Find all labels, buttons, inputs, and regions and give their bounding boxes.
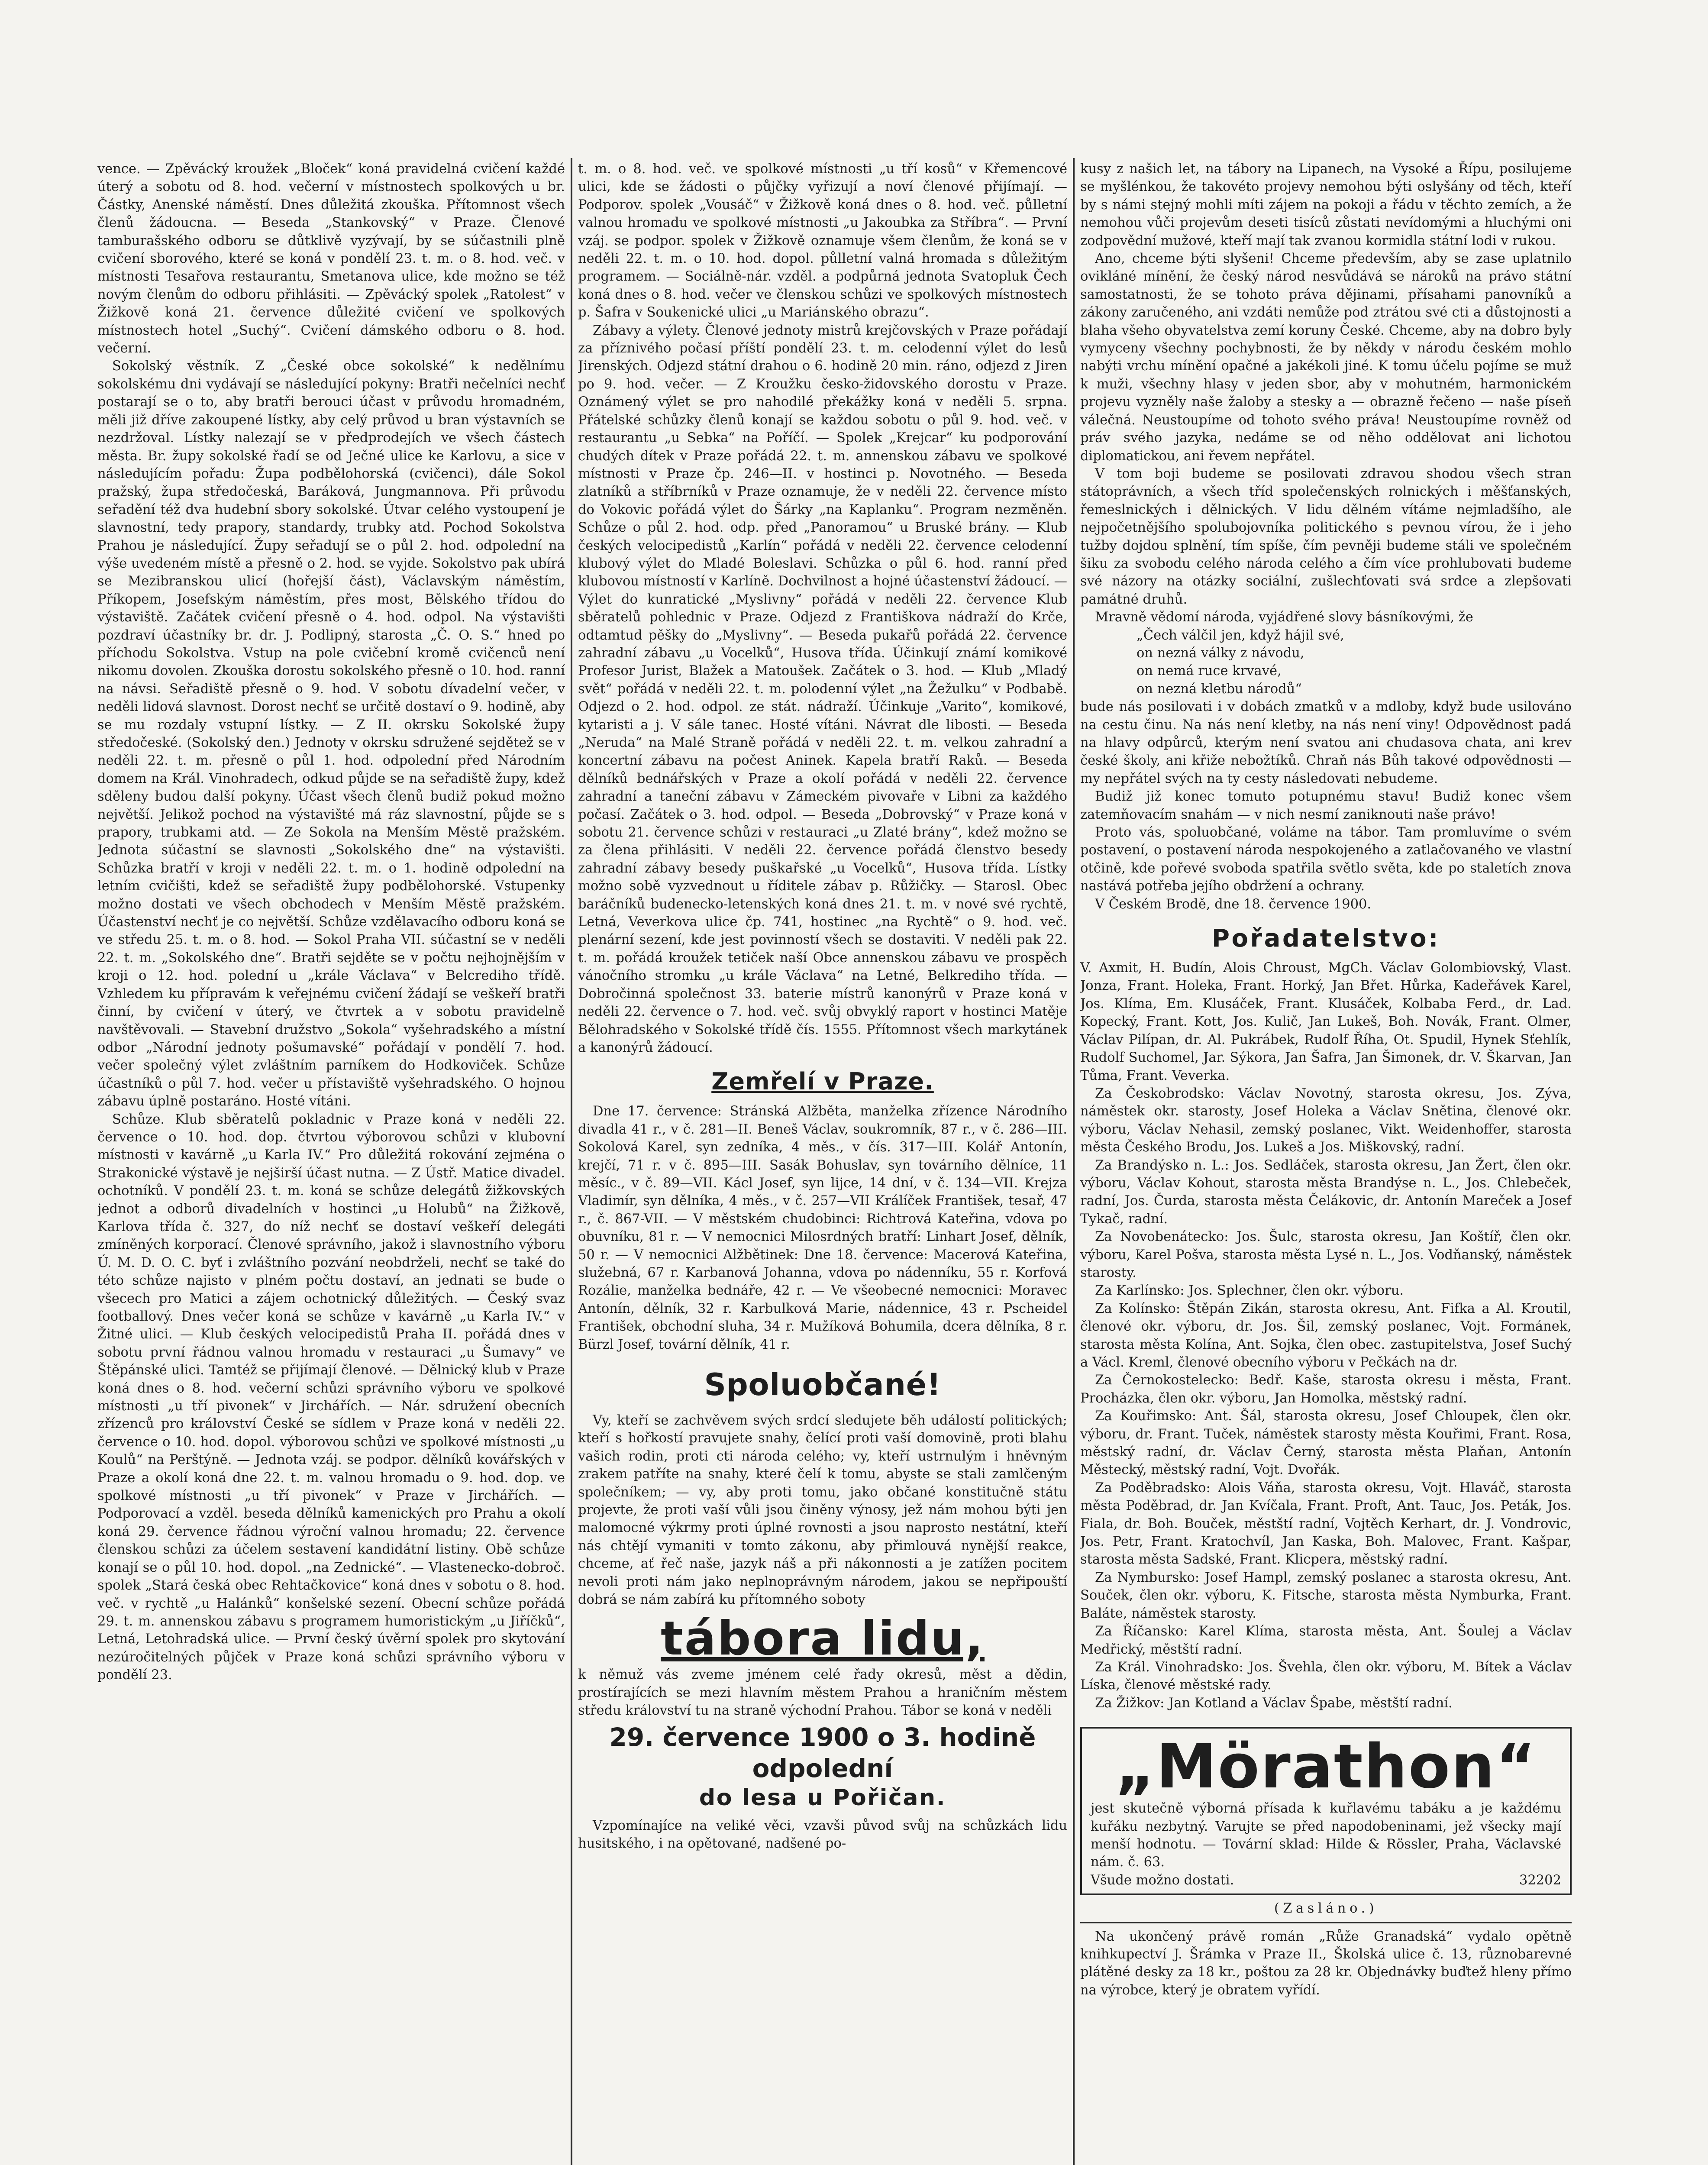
appeal-paragraph: Budiž již konec tomuto potupnému stavu! Budiž konec všem zatemňovacím snahám — v nich nesmí zaniknouti naše právo! (1080, 789, 1572, 822)
poem-line: on nemá ruce krvavé, (1137, 663, 1282, 679)
divider (1080, 1922, 1572, 1923)
organizers-list: Za Brandýsko n. L.: Jos. Sedláček, starosta okresu, Jan Žert, člen okr. výboru, Václav Kohout, starosta města Brandýse n. L., Jos. Chlebeček, radní, Jos. Čurda, starosta města Čelákovic, dr. Antonín Mareček a Josef Tykač, radní. (1080, 1157, 1572, 1227)
organizers-list: Za Kouřimsko: Ant. Šál, starosta okresu, Josef Chloupek, člen okr. výboru, dr. Frant. Tuček, náměstek starosty města Kouřimi, Frant. Rosa, městský radní, dr. Václav Černý, starosta města Plaňan, Antonín Městecký, městský radní, Vojt. Dvořák. (1080, 1409, 1572, 1478)
advertisement (1080, 1727, 1572, 1895)
poem-line: on nezná války z návodu, (1137, 645, 1304, 661)
organizers-list: Za Kolínsko: Štěpán Zikán, starosta okresu, Ant. Fifka a Al. Kroutil, členové okr. výboru, dr. Jos. Šil, zemský poslanec, Vojt. Formánek, starosta města Kolína, Ant. Sojka, člen obec. zastupitelstva, Josef Suchý a Václ. Kreml, členové obecního výboru v Pečkách na dr. (1080, 1301, 1572, 1370)
organizers-list: Za Žižkov: Jan Kotland a Václav Špabe, městští radní. (1095, 1695, 1453, 1711)
article-paragraph: Schůze. Klub sběratelů pokladnic v Praze koná v neděli 22. července o 10. hod. dop. čtvrtou výborovou schůzi v klubovní místnosti v kavárně „u Karla IV.“ Pro důležitá rokování zejména o Strakonické výstavě je nejširší účast nutna. — Z Ústř. Matice divadel. ochotníků. V pondělí 23. t. m. koná se schůze delegátů žižkovských jednot a odborů divadelních v hostinci „u Holubů“ na Žižkově, Karlova třída č. 327, do níž nechť se dostaví veškeří delegáti zmíněných korporací. Členové správního, jakož i slavnostního výboru Ú. M. D. O. C. byť i zvláštního pozvání neobdrželi, nechť se také do této schůze najisto v plném počtu dostaví, an jednati se bude o všecech pro Matici a zájem ochotnický důležitých. — Český svaz footballový. Dnes večer koná se schůze v kavárně „u Karla IV.“ v Žitné ulici. — Klub českých velocipedistů Praha II. pořádá dnes v sobotu první řádnou valnou hromadu v restauraci „u Šumavy“ ve Štěpánské ulici. Tamtéž se přijímají členové. — Dělnický klub v Praze koná dnes o 8. hod. večerní schůzi správního výboru ve spolkové místnosti „u tří pivonek“ v Jirchářích. — Nár. sdružení obecních zřízenců pro království České se sídlem v Praze koná v neděli 22. července o 10. hod. dopol. výborovou schůzi ve spolkové místnosti „u Koulů“ na Perštýně. — Jednota vzáj. se podpor. dělníků kovářských v Praze a okolí koná dne 22. t. m. valnou hromadu o 9. hod. dop. ve spolkové místnosti „u tří pivonek“ v Praze v Jirchářích. — Podporovací a vzděl. beseda dělníků kamenických pro Prahu a okolí koná 29. července řádnou výroční valnou hromadu; 22. července členskou schůzi za účelem sestavení kandidátní listiny. Obě schůze konají se o půl 10. hod. dopol. „na Zednické“. — Vlastenecko-dobroč. spolek „Stará česká obec Rehtačkovice“ koná dnes v sobotu o 8. hod. več. v rychtě „u Halánků“ konšelské sezení. Obecní schůze pořádá 29. t. m. annenskou zábavu s programem humoristickým „u Jiříčků“, Letná, Letohradská ulice. — První český úvěrní spolek pro skytování nezúročitelných půjček v Praze koná schůzi správního výboru v pondělí 23. (97, 1112, 565, 1683)
ad-title: „Mörathon“ (1115, 1732, 1537, 1803)
organizers-list: Za Karlínsko: Jos. Splechner, člen okr. výboru. (1095, 1283, 1404, 1299)
column-2 (578, 160, 1067, 2165)
organizers-list: Za Poděbradsko: Alois Váňa, starosta okresu, Vojt. Hlaváč, starosta města Poděbrad, dr. Jan Kvíčala, Frant. Proft, Ant. Tauc, Jos. Peták, Jos. Fiala, dr. Boh. Bouček, městští radní, Vojtěch Kerhart, dr. J. Vondrovic, Jos. Petr, Frant. Kratochvíl, Jan Kaska, Boh. Malovec, Frant. Kašpar, starosta města Sadské, Frant. Klicpera, městský radní. (1080, 1480, 1572, 1567)
signature-date: V Českém Brodě, dne 18. července 1900. (1095, 896, 1372, 912)
appeal-paragraph: Vy, kteří se zachvěvem svých srdcí sledujete běh událostí politických; kteří s hořkostí pravujete snahy, čelící proti vaší domovině, proti blahu vašich rodin, proti cti národa celého; vy, kteří ustrnulým i hněvným zrakem patříte na snahy, které čelí k tomu, abyste se stali zamlčeným společníkem; — vy, aby proti tomu, jako občané konstitučně státu projevte, že proti vaší vůli jsou činěny výnosy, jež nám mohou býti jen malomocné výkrmy proti úplné rovnosti a jsou naprosto nestátní, kteří nás chtějí vymaniti v tomto zákonu, aby přimlouvá nynější reakce, chceme, ať řeč naše, jazyk náš a při nákonnosti a je zatížen pocitem nevoli proti nám jako neplnoprávným národem, jakou se nepřipouští dobrá se nám zabírá ku přítomného soboty (578, 1413, 1067, 1608)
appeal-paragraph: Mravně vědomí národa, vyjádřené slovy básníkovými, že (1095, 610, 1473, 625)
organizers-list: Za Král. Vinohradsko: Jos. Švehla, člen okr. výboru, M. Bítek a Václav Líska, členové městské rady. (1080, 1659, 1572, 1693)
appeal-paragraph: Vzpomínajíce na veliké věci, vzavši původ svůj na schůzkách lidu husitského, i na opětované, nadšené po- (578, 1818, 1067, 1852)
column-1 (97, 160, 565, 2165)
deaths-list: Dne 17. července: Stránská Alžběta, manželka zřízence Národního divadla 41 r., v č. 281—II. Beneš Václav, soukromník, 87 r., v č. 286—III. Sokolová Karel, syn zedníka, 4 měs., v čís. 317—III. Kolář Antonín, krejčí, 71 r. v č. 895—III. Sasák Bohuslav, syn továrního dělníce, 11 měsíc., v č. 89—VII. Kácl Josef, syn lijce, 14 dní, v č. 134—VII. Krejza Vladimír, syn dělníka, 4 měs., v č. 257—VII Králíček František, tesař, 47 r., č. 867-VII. — V městském chudobinci: Richtrová Kateřina, vdova po obuvníku, 81 r. — V nemocnici Milosrdných bratří: Linhart Josef, dělník, 50 r. — V nemocnici Alžbětinek: Dne 18. července: Macerová Kateřina, služebná, 67 r. Karbanová Johanna, vdova po nádenníku, 55 r. Korfová Rozálie, manželka bednáře, 42 r. — Ve všeobecné nemocnici: Moravec Antonín, dělník, 32 r. Karbulková Marie, nádennice, 43 r. Pscheidel František, obchodní sluha, 34 r. Mužíková Bohumila, dcera dělníka, 8 r. Bürzl Josef, tovární dělník, 41 r. (578, 1104, 1067, 1352)
article-paragraph: Sokolský věstník. Z „České obce sokolské“ k nedělnímu sokolskému dni vydávají se následující pokyny: Bratři nečelníci nechť postarají se o to, aby bratři berouci účast v průvodu hromadném, měli již dříve zakoupené lístky, aby celý průvod u bran výstavních se nezdržoval. Lístky nalezají se v předprodejích ve všech částech města. Br. župy sokolské řadí se od Ječné ulice ke Karlovu, a sice v následujícím pořadu: Župa podbělohorská (cvičenci), dále Sokol pražský, župa středočeská, Baráková, Jungmannova. Při průvodu seřadění též dva hudební sbory sokolské. Útvar celého vystoupení je slavnostní, tedy prapory, standardy, trubky atd. Pochod Sokolstva Prahou je následující. Župy seřadují se o půl 2. hod. odpolední na výše uvedeném místě a přesně o 2. hod. se vyjde. Sokolstvo pak ubírá se Mezibranskou ulicí (hořejší část), Václavským náměstím, Příkopem, Josefským náměstím, přes most, Bělského třídou do výstaviště. Začátek cvičení přesně o 4. hod. odpol. Na výstavišti pozdraví účastníky br. dr. J. Podlipný, starosta „Č. O. S.“ hned po příchodu Sokolstva. Vstup na pole cvičební kromě cvičenců není nikomu dovolen. Zkouška dorostu sokolského přesně o 10. hod. ranní na návsi. Seřadiště přesně o 9. hod. V sobotu dívadelní večer, v neděli lidová slavnost. Dorost nechť se určitě dostaví o 9. hodině, aby se mu rozdaly vstupní lístky. — Z II. okrsku Sokolské župy středočeské. (Sokolský den.) Jednoty v okrsku sdružené sejdětež se v neděli 22. t. m. přesně o půl 1. hod. odpolední před Národním domem na Král. Vinohradech, odkud půjde se na seřadiště župy, kdež sděleny budou další pokyny. Účast všech členů budiž pokud možno největší. Jelikož pochod na výstavišté má ráz slavnostní, půjde se s prapory, trubkami atd. — Ze Sokola na Menším Městě pražském. Jednota súčastní se slavnosti „Sokolského dne“ na výstavišti. Schůzka bratří v kroji v neděli 22. t. m. o 1. hodině odpolední na letním cvičišti, kdež se seřadiště župy podbělohorské. Vstupenky možno dostati ve všech obchodech v Menším Městě pražském. Účastenství nechť je co největší. Schůze vzdělavacího odboru koná se ve středu 25. t. m. o 8. hod. — Sokol Praha VII. súčastní se v neděli 22. t. m. „Sokolského dne“. Bratři sejděte se v počtu nejhojnějším v kroji o 12. hod. polední u „krále Václava“ v Belcrediho třídě. Vzhledem ku přípravám k veřejnému cvičení žádají se veškeří bratři činní, by cvičení v úterý, ve čtvrtek a v sobotu pravidelně navštěvovali. — Stavební družstvo „Sokola“ vyšehradského a místní odbor „Národní jednoty pošumavské“ pořádají v pondělí 7. hod. večer společný výlet zvláštním parníkem do Hodkoviček. Schůze účastníků o půl 7. hod. večer u přístaviště vyšehradského. O hojnou zábavu úplně postaráno. Hosté vítáni. (97, 359, 565, 1109)
appeal-heading: Spoluobčané! (704, 1367, 941, 1402)
poem-line: „Čech válčil jen, když hájil své, (1137, 627, 1344, 643)
article-paragraph: Zábavy a výlety. Členové jednoty mistrů krejčovských v Praze pořádají za příznivého počasí příští pondělí 23. t. m. celodenní výlet do lesů Jirenských. Odjezd státní drahou o 6. hodině 20 min. ráno, odjezd z Jiren po 9. hod. večer. — Z Kroužku česko-židovského dorostu v Praze. Oznámený výlet se pro nahodilé překážky koná v neděli 5. srpna. Přátelské schůzky členů konají se každou sobotu o půl 9. hod. več. v restaurantu „u Sebka“ na Poříčí. — Spolek „Krejcar“ ku podporování chudých dítek v Praze pořádá 22. t. m. annenskou zábavu ve spolkové místnosti v Praze čp. 246—II. v hostinci p. Novotného. — Beseda zlatníků a stříbrníků v Praze oznamuje, že v neděli 22. července místo do Vokovic pořádá výlet do Šárky „na Kaplanku“. Program nezměněn. Schůze o půl 2. hod. odp. před „Panoramou“ u Bruské brány. — Klub českých velocipedistů „Karlín“ pořádá v neděli 22. července celodenní klubový výlet do Mladé Boleslavi. Schůzka o půl 6. hod. ranní před klubovou místností v Karlíně. Dochvilnost a hojné účastenství žádoucí. — Výlet do kunratické „Myslivny“ pořádá v neděli 22. července Klub sběratelů pohlednic v Praze. Odjezd z Františkova nádraží do Krče, odtamtud pěšky do „Myslivny“. — Beseda pukařů pořádá 22. července zahradní zábavu „u Vocelků“, Husova třída. Účinkují známí komikové Profesor Jurist, Blažek a Matoušek. Začátek o 3. hod. — Klub „Mladý svět“ pořádá v neděli 22. t. m. polodenní výlet „na Žežulku“ v Podbabě. Odjezd o 2. hod. odpol. ze stát. nádraží. Účinkuje „Varito“, komikové, kytaristi a j. V sále tanec. Hosté vítáni. Návrat dle libosti. — Beseda „Neruda“ na Malé Straně pořádá v neděli 22. t. m. velkou zahradní a koncertní zábavu na počest Aninek. Kapela bratří Raků. — Beseda dělníků bednářských v Praze a okolí pořádá v neděli 22. července zahradní a taneční zábavu v Zámeckém pivovaře v Libni za každého počasí. Začátek o 3. hod. odpol. — Beseda „Dobrovský“ v Praze koná v sobotu 21. července schůzi v restauraci „u Zlaté brány“, kdež možno se za člena přihlásiti. V neděli 22. července pořádá členstvo besedy zahradní zábavy besedy puškařské „u Vocelků“, Husova třída. Lístky možno sobě vyzvednout u říditele zábav p. Růžičky. — Starosl. Obec baráčníků budenecko-letenských koná dnes 21. t. m. v nové své rychtě, Letná, Veverkova ulice čp. 741, hostinec „na Rychtě“ o 9. hod. več. plenární sezení, kde jest povinností všech se dostaviti. V neděli pak 22. t. m. pořádá kroužek tetiček naší Obce annenskou zábavu ve prospěch vánočního stromku „u krále Václava“ na Letné, Belkrediho třída. — Dobročinná společnost 33. baterie místrů kanonýrů v Praze koná v neděli 22. července o 7. hod. več. svůj obvyklý raport v hostinci Matěje Bělohradského v Sokolské třídě čís. 1555. Přítomnost všech markytánek a kanonýrů žádoucí. (578, 323, 1067, 1055)
appeal-paragraph: kusy z našich let, na tábory na Lipanech, na Vysoké a Řípu, posilujeme se myšlénkou, že takovéto projevy nemohou býti oslyšány od těch, kteří by s námi stejný mohli míti zájem na pokoji a řádu v těchto zemích, a že nemohou vůči projevům deseti tisíců zůstati nevídomými a hluchými oni zodpovědní mužové, kteří mají tak zvanou kormidla státní lodi v rukou. (1080, 162, 1572, 249)
sent-heading: (Zasláno.) (1274, 1901, 1378, 1916)
article-paragraph: vence. — Zpěvácký kroužek „Bloček“ koná pravidelná cvičení každé úterý a sobotu od 8. hod. večerní v místnostech spolkových u br. Částky, Anenské náměstí. Dnes důležitá zkouška. Přítomnost všech členů žádoucna. — Beseda „Stankovský“ v Praze. Členové tamburašského odboru se důtklivě vyzývají, by se súčastnili plně cvičení sborového, které se koná v pondělí 23. t. m. o 8. hod. več. v místnosti Tesařova restaurantu, Smetanova ulice, kde možno se též novým členům do odboru přihlásiti. — Zpěvácký spolek „Ratolest“ v Žižkově koná 21. července důležité cvičení ve spolkových místnostech hotel „Suchý“. Cvičení dámského odboru o 8. hod. večerní. (97, 162, 565, 356)
appeal-paragraph: Ano, chceme býti slyšeni! Chceme především, aby se zase uplatnilo ovikláné mínění, že český národ nesvůdává se nároků na právo státní samostatnosti, že se tohoto práva dějinami, přísahami panovníků a zákony zaručeného, ani vzdáti nemůže pod ztrátou své cti a důstojnosti a blaha všeho obyvatelstva zemí koruny České. Chceme, aby na dobro byly vymyceny všechny pochybnosti, že by někdy v národu českém mohlo nabýti vrchu mínění opačné a jakékoli jiné. K tomu účelu pojíme se muž k muži, všechny hlasy v jeden sbor, aby v mohutném, harmonickém projevu vyzněly naše žaloby a stesky a — obrazně řečeno — naše píseň válečná. Neustoupíme od tohoto svého práva! Neustoupíme rovněž od práv svého jazyka, nedáme se od něho oddělovat ani lichotou diplomatickou, ani řevem nepřátel. (1080, 251, 1572, 464)
column-rule-1 (571, 158, 572, 2165)
rally-place: do lesa u Pořičan. (699, 1784, 946, 1811)
sent-paragraph: Na ukončený právě román „Růže Granadská“ vydalo opětně knihkupectví J. Šrámka v Praze II., Školská ulice č. 13, různobarevné plátěné desky za 18 kr., poštou za 28 kr. Objednávky buďtež hleny přímo na výrobce, který je obratem vyřídí. (1080, 1929, 1572, 1998)
ad-footer (1091, 1871, 1561, 1889)
appeal-paragraph: Proto vás, spoluobčané, voláme na tábor. Tam promluvíme o svém postavení, o postavení národa nespokojeného a zatlačovaného ve vlastní otčině, kde pořevé svoboda spatřila světlo světa, kde po staletích znova nastává potřeba jejího obdržení a ochrany. (1080, 825, 1572, 894)
organizers-list: Za Nymbursko: Josef Hampl, zemský poslanec a starosta okresu, Ant. Souček, člen okr. výboru, K. Fitsche, starosta města Nymburka, Frant. Baláte, náměstek starosty. (1080, 1570, 1572, 1621)
appeal-paragraph: bude nás posilovati i v dobách zmatků v a mdloby, když bude usilováno na cestu činu. Na nás není kletby, na nás není viny! Odpovědnost padá na hlavy odpůrců, kterým není svatou ani chudasova chata, ani krev české školy, ani křiže nebožtíků. Chraň nás Bůh takové odpovědnosti — my nepřátel svých na ty cesty následovati nebudeme. (1080, 699, 1572, 786)
poem-line: on nezná kletbu národů“ (1137, 681, 1302, 697)
organizers-heading: Pořadatelstvo: (1212, 924, 1440, 953)
ad-footer-number: 32202 (1519, 1872, 1561, 1888)
rally-date: 29. července 1900 o 3. hodině odpolední (609, 1722, 1036, 1783)
column-3 (1080, 160, 1572, 2165)
article-paragraph: t. m. o 8. hod. več. ve spolkové místnosti „u tří kosů“ v Křemencové ulici, kde se žádosti o půjčky vyřizují a noví členové přijímají. — Podporov. spolek „Vousáč“ v Žižkově koná dnes o 8. hod. več. půlletní valnou hromadu ve spolkové místnosti „u Jakoubka za Stříbra“. — První vzáj. se podpor. spolek v Žižkově oznamuje všem členům, že koná se v neděli 22. t. m. o 10. hod. dopol. půlletní valná hromada s důležitým programem. — Sociálně-nár. vzděl. a podpůrná jednota Svatopluk Čech koná dnes o 8. hod. večer ve členskou schůzi ve spolkových místnostech p. Šafra v Soukenické ulici „u Mariánského obrazu“. (578, 162, 1067, 320)
ad-text: jest skutečně výborná přísada k kuřlavému tabáku a je každému kuřáku nezbytný. Varujte se před napodobeninami, jež všecky mají menší hodnotu. — Tovární sklad: Hilde & Rössler, Praha, Václavské nám. č. 63. (1091, 1801, 1561, 1870)
organizers-list: V. Axmit, H. Budín, Alois Chroust, MgCh. Václav Golombiovský, Vlast. Jonza, Frant. Holeka, Frant. Horký, Jan Břet. Hůrka, Kadeřávek Karel, Jos. Klíma, Em. Klusáček, Frant. Klusáček, Kolbaba Ferd., dr. Lad. Kopecký, Frant. Kott, Jos. Kulič, Jan Lukeš, Boh. Novák, Frant. Olmer, Václav Pilípan, dr. Al. Pukrábek, Rudolf Říha, Ot. Spudil, Hynek Sťehlík, Rudolf Suchomel, Jar. Sýkora, Jan Šafra, Jan Šimonek, dr. V. Škarvan, Jan Tůma, Frant. Veverka. (1080, 960, 1572, 1083)
rally-paragraph: k němuž vás zveme jménem celé řady okresů, měst a dědin, prostírajících se mezi hlavním městem Prahou a hraničním městem středu království tu na straně východní Prahou. Tábor se koná v neděli (578, 1667, 1067, 1719)
rally-heading: tábora lidu, (661, 1612, 985, 1666)
appeal-paragraph: V tom boji budeme se posilovati zdravou shodou všech stran státoprávních, a všech tříd společenských rolnických i měšťanských, řemeslnických i dělnických. V lidu dělném vítáme nejmladšího, ale nejpočetnějšího spolubojovníka politického s pevnou vírou, že i jeho tužby dojdou splnění, tím spíše, čím pevněji budeme stáli ve společném šiku za svobodu celého národa celého a čím více prohlubovati budeme své názory na otázky sociální, zušlechťovati svá srdce a zlepšovati památné druhů. (1080, 466, 1572, 607)
organizers-list: Za Novobenátecko: Jos. Šulc, starosta okresu, Jan Koštíř, člen okr. výboru, Karel Pošva, starosta města Lysé n. L., Jos. Vodňanský, náměstek starosty. (1080, 1229, 1572, 1280)
column-rule-2 (1073, 158, 1075, 2165)
ad-footer-note: Všude možno dostati. (1091, 1872, 1234, 1888)
organizers-list: Za Černokostelecko: Bedř. Kaše, starosta okresu i města, Frant. Procházka, člen okr. výboru, Jan Homolka, městský radní. (1080, 1373, 1572, 1406)
organizers-list: Za Říčansko: Karel Klíma, starosta města, Ant. Šoulej a Václav Medřický, městští radní. (1080, 1624, 1572, 1657)
organizers-list: Za Českobrodsko: Václav Novotný, starosta okresu, Jos. Zýva, náměstek okr. starosty, Josef Holeka a Václav Snětina, členové okr. výboru, Václav Nehasil, zemský poslanec, Vikt. Weidenhoffer, starosta města Českého Brodu, Jos. Lukeš a Jos. Miškovský, radní. (1080, 1086, 1572, 1155)
deaths-heading: Zemřelí v Praze. (711, 1068, 934, 1095)
